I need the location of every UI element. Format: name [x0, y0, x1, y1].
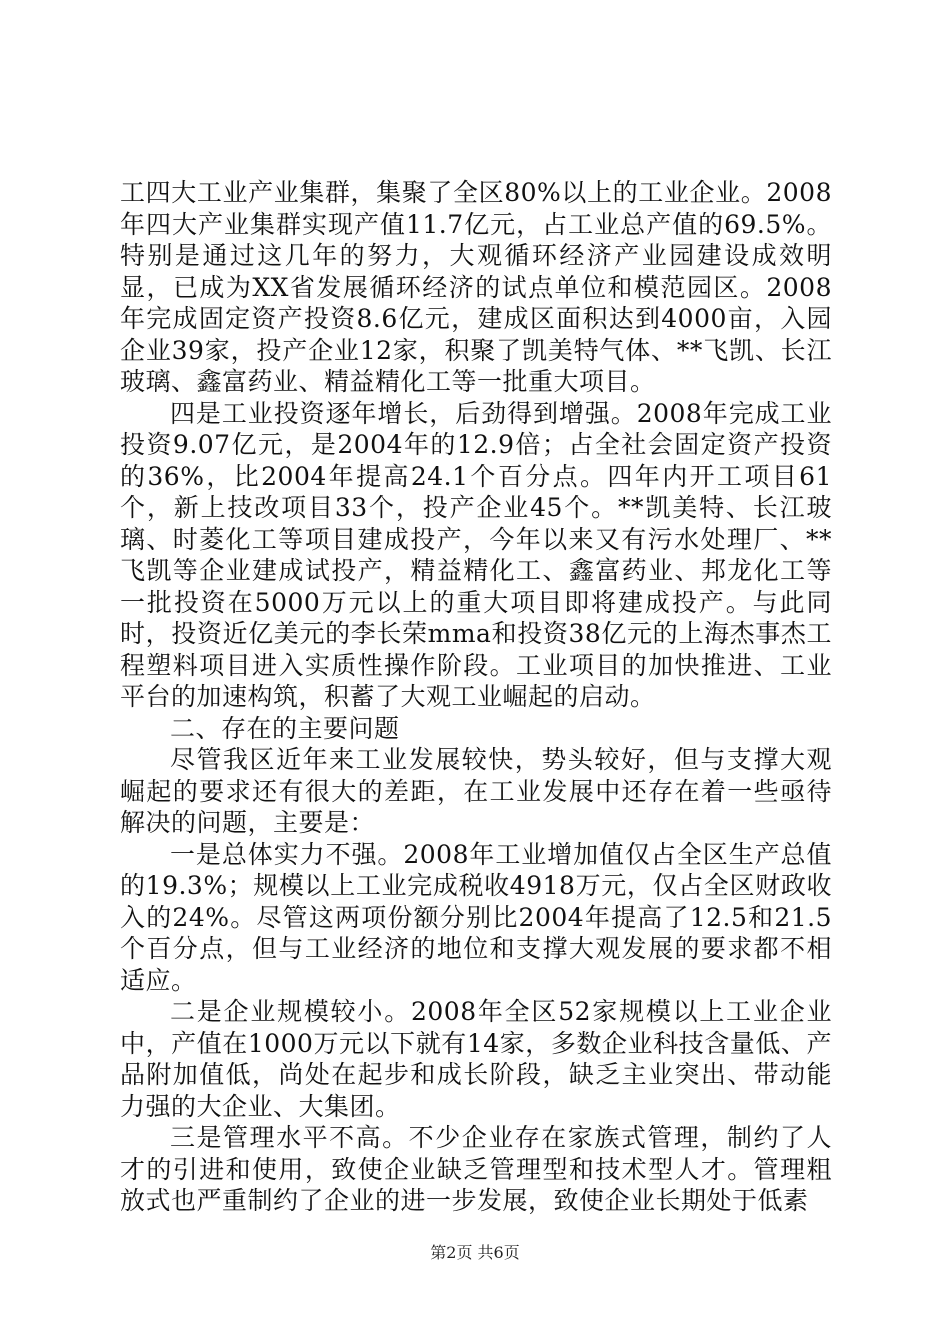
paragraph-problems-intro: 尽管我区近年来工业发展较快，势头较好，但与支撑大观崛起的要求还有很大的差距，在工业发展中还存在着一些亟待解决的问题，主要是： — [120, 745, 832, 837]
paragraph-problem-enterprise-scale: 二是企业规模较小。2008年全区52家规模以上工业企业中，产值在1000万元以下就有14家，多数企业科技含量低、产品附加值低，尚处在起步和成长阶段，缺乏主业突出、带动能力强的大企业、大集团。 — [120, 997, 832, 1121]
paragraph-industrial-clusters: 工四大工业产业集群，集聚了全区80%以上的工业企业。2008年四大产业集群实现产值11.7亿元，占工业总产值的69.5%。特别是通过这几年的努力，大观循环经济产业园建设成效明显，已成为XX省发展循环经济的试点单位和模范园区。2008年完成固定资产投资8.6亿元，建成区面积达到4000亩，入园企业39家，投产企业12家，积聚了凯美特气体、**飞凯、长江玻璃、鑫富药业、精益精化工等一批重大项目。 — [120, 178, 832, 396]
paragraph-industrial-investment: 四是工业投资逐年增长，后劲得到增强。2008年完成工业投资9.07亿元，是2004年的12.9倍；占全社会固定资产投资的36%，比2004年提高24.1个百分点。四年内开工项目61个，新上技改项目33个，投产企业45个。**凯美特、长江玻璃、时菱化工等项目建成投产，今年以来又有污水处理厂、**飞凯等企业建成试投产，精益精化工、鑫富药业、邦龙化工等一批投资在5000万元以上的重大项目即将建成投产。与此同时，投资近亿美元的李长荣mma和投资38亿元的上海杰事杰工程塑料项目进入实质性操作阶段。工业项目的加快推进、工业平台的加速构筑，积蓄了大观工业崛起的启动。 — [120, 398, 832, 711]
paragraph-problem-management-level: 三是管理水平不高。不少企业存在家族式管理，制约了人才的引进和使用，致使企业缺乏管理型和技术型人才。管理粗放式也严重制约了企业的进一步发展，致使企业长期处于低素 — [120, 1123, 832, 1215]
paragraph-problem-overall-strength: 一是总体实力不强。2008年工业增加值仅占全区生产总值的19.3%；规模以上工业完成税收4918万元，仅占全区财政收入的24%。尽管这两项份额分别比2004年提高了12.5和21.5个百分点，但与工业经济的地位和支撑大观发展的要求都不相适应。 — [120, 839, 832, 995]
section-heading-main-problems: 二、存在的主要问题 — [170, 713, 400, 743]
document-body — [120, 177, 832, 1217]
page-number-footer: 第2页 共6页 — [430, 1243, 520, 1262]
